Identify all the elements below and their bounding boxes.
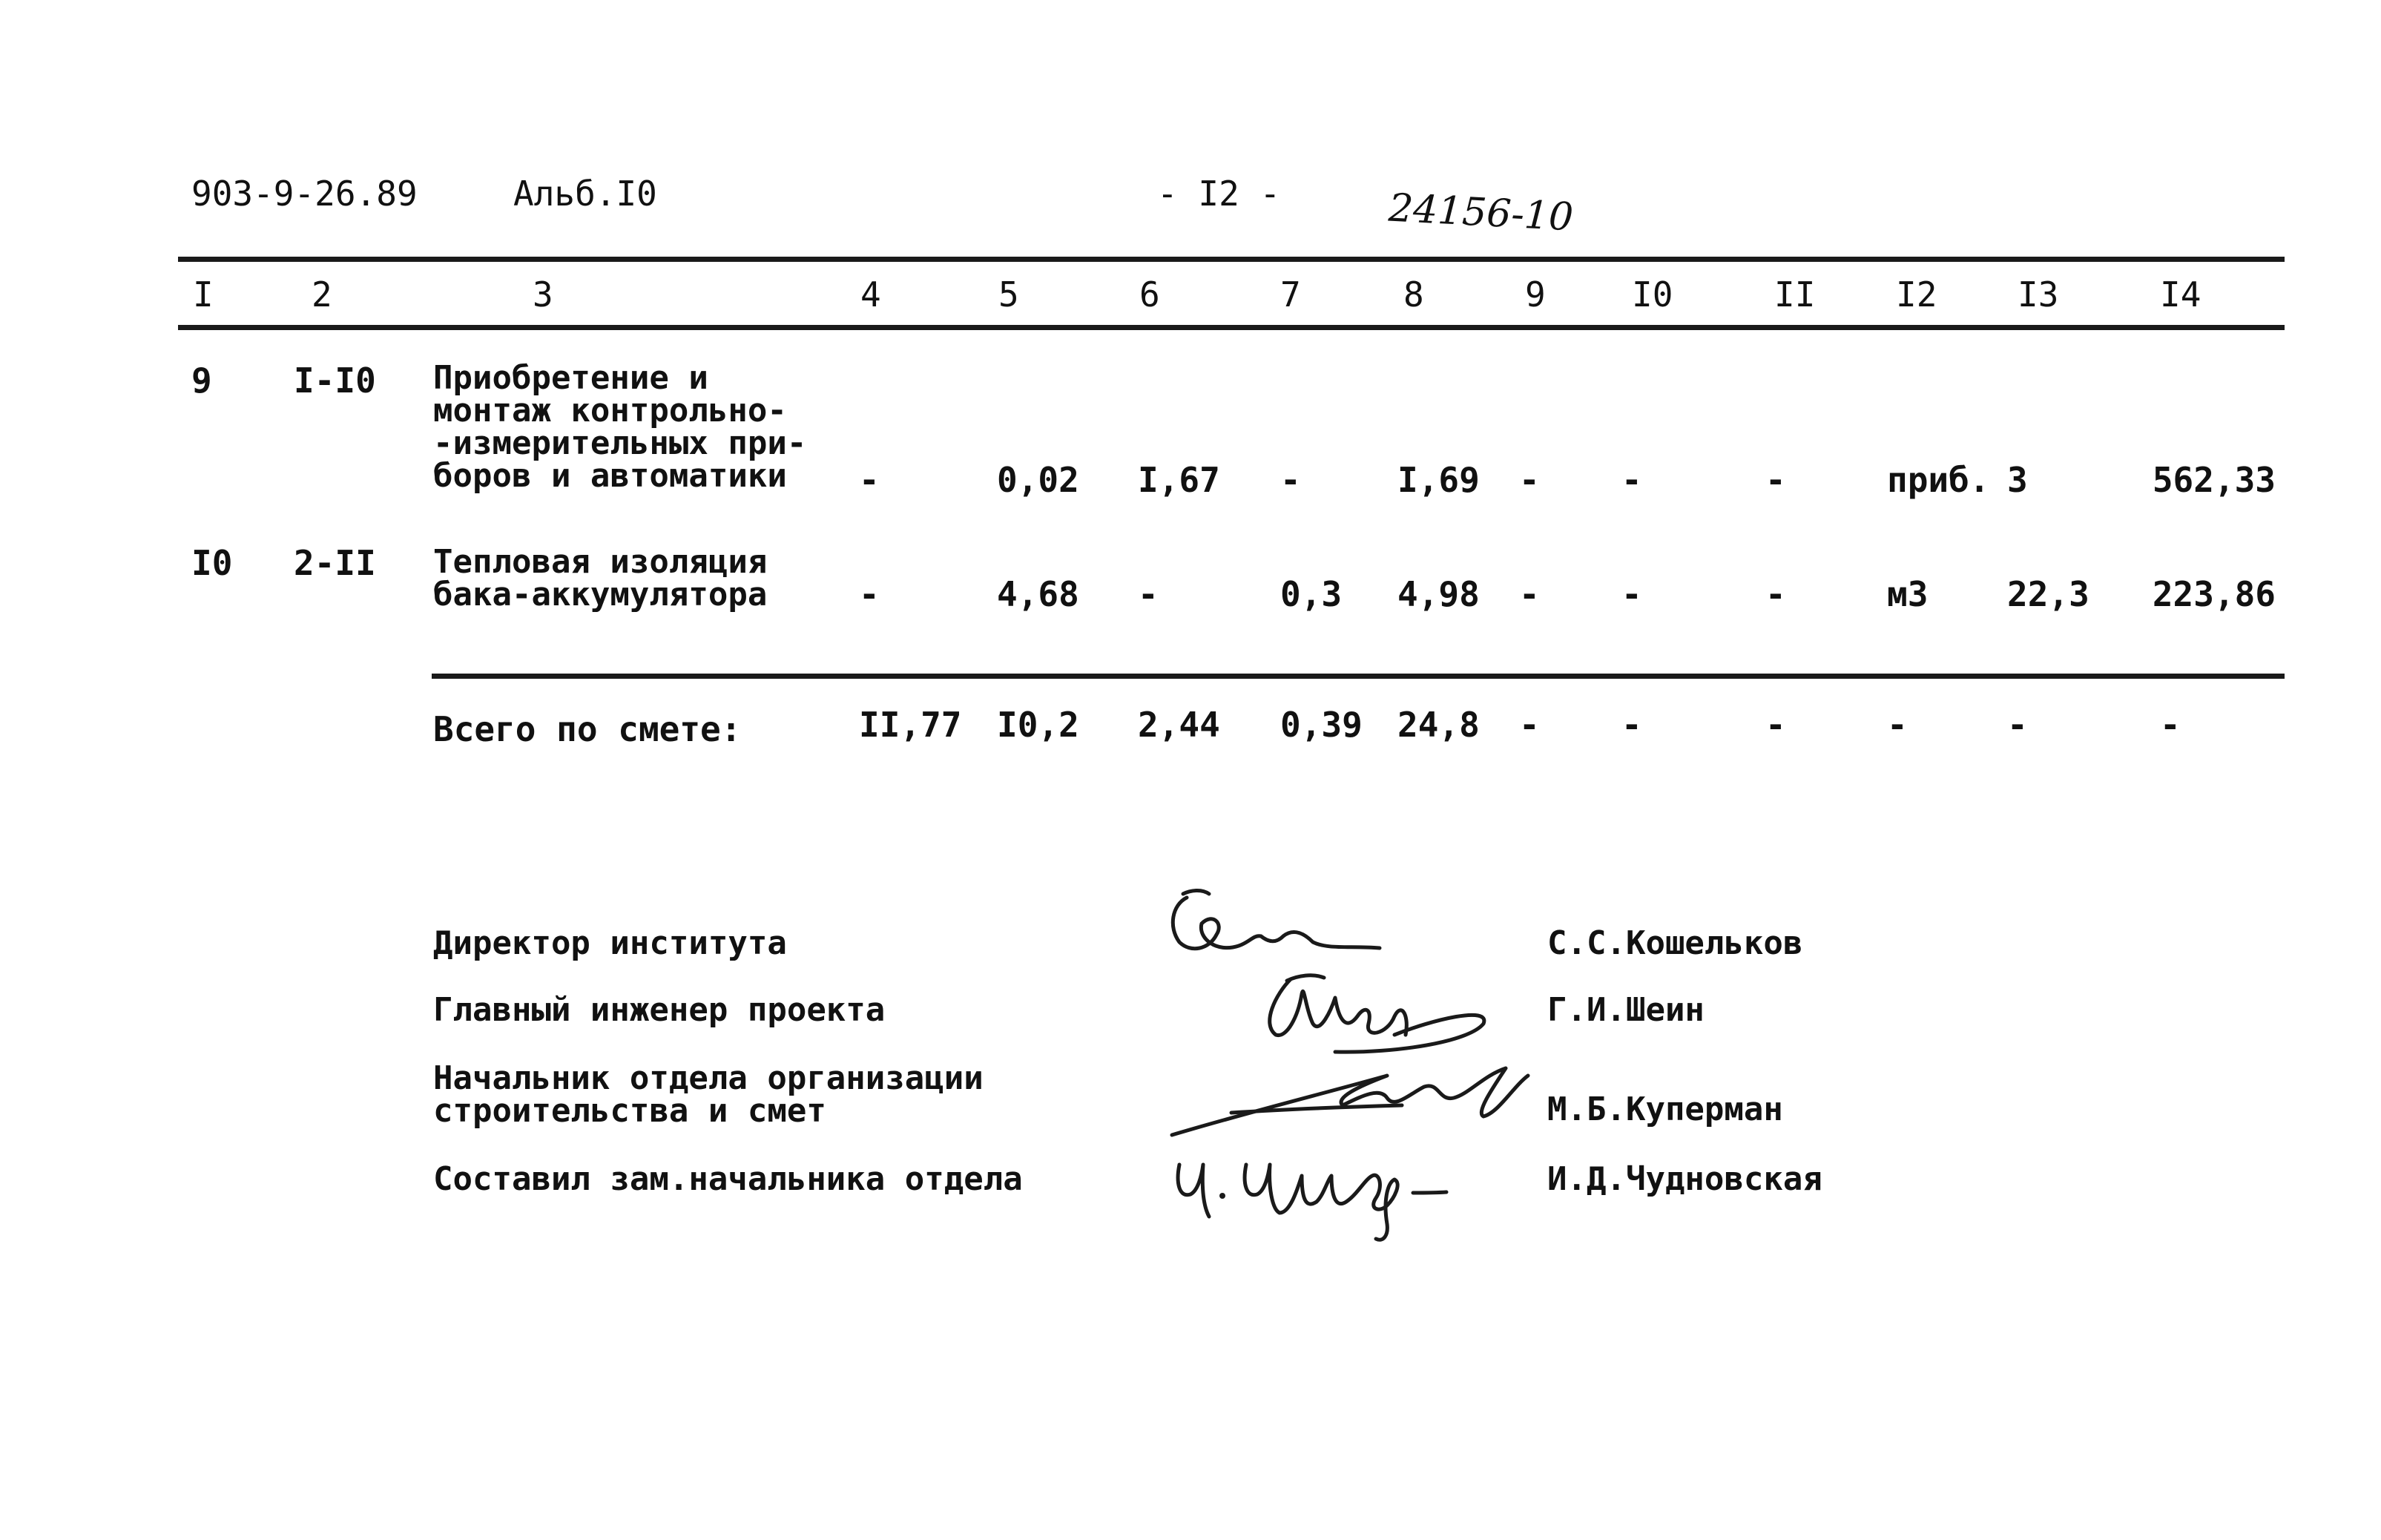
- column-header-1: I: [193, 274, 214, 315]
- signatory-name: М.Б.Куперман: [1547, 1090, 1783, 1128]
- signatory-position: Главный инженер проекта: [433, 991, 886, 1029]
- total-c5: I0,2: [997, 705, 1079, 745]
- column-header-4: 4: [860, 274, 881, 315]
- signature-shein: [1246, 964, 1513, 1061]
- cell-c11: -: [1765, 460, 1786, 500]
- cell-c12: приб.: [1887, 460, 1990, 500]
- cell-c7: -: [1280, 460, 1301, 500]
- column-header-11: II: [1774, 274, 1816, 315]
- document-code: 903-9-26.89: [191, 174, 418, 214]
- signature-chudnovskaya: [1157, 1142, 1483, 1246]
- cell-c10: -: [1621, 460, 1642, 500]
- cell-c6: I,67: [1138, 460, 1220, 500]
- row-description: Приобретение и монтаж контрольно- -измерительных при- боров и автоматики: [433, 359, 807, 495]
- signatory-position: Директор института: [433, 924, 787, 962]
- cell-c11: -: [1765, 574, 1786, 614]
- total-label: Всего по смете:: [433, 709, 742, 749]
- row-description: Тепловая изоляция бака-аккумулятора: [433, 543, 768, 613]
- total-c6: 2,44: [1138, 705, 1220, 745]
- cell-c7: 0,3: [1280, 574, 1343, 614]
- cell-c14: 223,86: [2152, 574, 2276, 614]
- row-number: I0: [191, 543, 233, 583]
- signature-koshelkov: [1157, 883, 1394, 972]
- cell-c5: 0,02: [997, 460, 1079, 500]
- row-number: 9: [191, 361, 212, 401]
- signatory-name: Г.И.Шеин: [1547, 991, 1705, 1029]
- signatory-name: С.С.Кошельков: [1547, 924, 1803, 962]
- column-header-8: 8: [1403, 274, 1424, 315]
- column-header-2: 2: [312, 274, 332, 315]
- cell-c14: 562,33: [2152, 460, 2276, 500]
- row-reference: 2-II: [294, 543, 376, 583]
- column-header-5: 5: [998, 274, 1019, 315]
- cell-c4: -: [859, 574, 880, 614]
- total-rule: [432, 674, 2285, 679]
- cell-c13: 3: [2007, 460, 2028, 500]
- cell-c8: I,69: [1397, 460, 1480, 500]
- cell-c12: м3: [1887, 574, 1929, 614]
- cell-c4: -: [859, 460, 880, 500]
- column-header-3: 3: [533, 274, 553, 315]
- cell-c8: 4,98: [1397, 574, 1480, 614]
- column-header-14: I4: [2160, 274, 2201, 315]
- column-header-7: 7: [1280, 274, 1301, 315]
- total-c9: -: [1519, 705, 1540, 745]
- column-header-6: 6: [1139, 274, 1160, 315]
- cell-c9: -: [1519, 574, 1540, 614]
- total-c12: -: [1887, 705, 1908, 745]
- cell-c5: 4,68: [997, 574, 1079, 614]
- cell-c6: -: [1138, 574, 1159, 614]
- cell-c9: -: [1519, 460, 1540, 500]
- cell-c10: -: [1621, 574, 1642, 614]
- total-c8: 24,8: [1397, 705, 1480, 745]
- signature-kuperman: [1157, 1053, 1558, 1150]
- column-header-10: I0: [1632, 274, 1673, 315]
- row-reference: I-I0: [294, 361, 376, 401]
- top-rule: [178, 257, 2285, 262]
- total-c13: -: [2007, 705, 2028, 745]
- handwritten-number: 24156-10: [1387, 185, 1575, 240]
- column-header-9: 9: [1525, 274, 1546, 315]
- header-bottom-rule: [178, 325, 2285, 330]
- column-header-13: I3: [2018, 274, 2059, 315]
- total-c14: -: [2160, 705, 2181, 745]
- cell-c13: 22,3: [2007, 574, 2089, 614]
- album-number: Альб.I0: [513, 174, 657, 214]
- total-c11: -: [1765, 705, 1786, 745]
- total-c10: -: [1621, 705, 1642, 745]
- total-c7: 0,39: [1280, 705, 1363, 745]
- page-number: - I2 -: [1157, 174, 1281, 214]
- signatory-position: Составил зам.начальника отдела: [433, 1160, 1023, 1198]
- column-header-12: I2: [1896, 274, 1937, 315]
- signatory-name: И.Д.Чудновская: [1547, 1160, 1822, 1198]
- signatory-position: Начальник отдела организации строительства и смет: [433, 1059, 984, 1130]
- total-c4: II,77: [859, 705, 962, 745]
